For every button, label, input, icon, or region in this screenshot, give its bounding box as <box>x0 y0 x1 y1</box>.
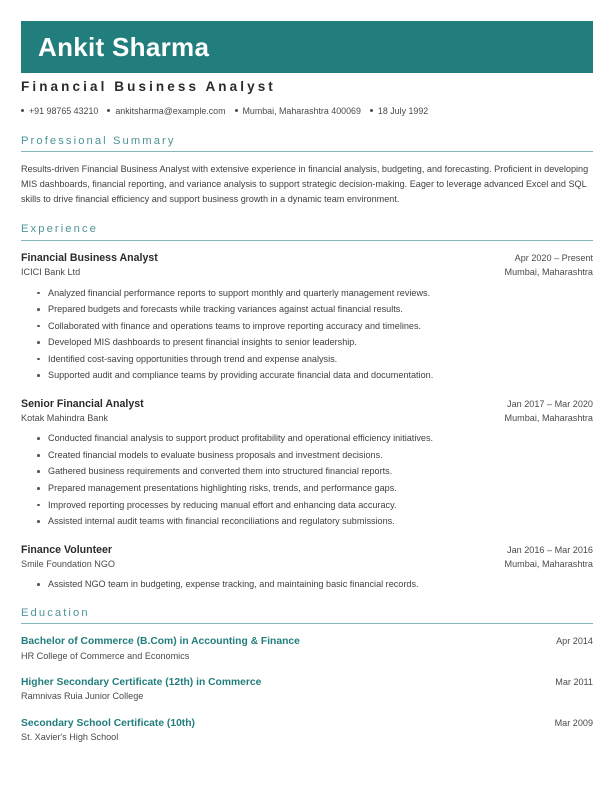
list-item: Prepared budgets and forecasts while tracking variances against actual financial results. <box>21 301 593 318</box>
experience-dates: Jan 2017 – Mar 2020 <box>507 398 593 409</box>
education-school: St. Xavier's High School <box>21 731 119 742</box>
experience-organization: Smile Foundation NGO <box>21 559 116 570</box>
education-entry-header-row <box>21 716 593 731</box>
section-experience <box>21 222 593 592</box>
contact-item-birthdate <box>361 106 428 118</box>
education-date: Apr 2014 <box>556 636 593 647</box>
experience-organization: Kotak Mahindra Bank <box>21 413 108 424</box>
experience-role: Senior Financial Analyst <box>21 397 144 410</box>
candidate-job-title: Financial Business Analyst <box>21 79 276 94</box>
experience-entry <box>21 251 593 384</box>
experience-location: Mumbai, Maharashtra <box>504 559 593 570</box>
section-title-summary: Professional Summary <box>21 134 176 147</box>
list-item: Gathered business requirements and converted them into structured financial reports. <box>21 463 593 480</box>
contact-phone-value: +91 98765 43210 <box>29 106 99 117</box>
education-date: Mar 2009 <box>554 717 593 728</box>
list-item: Created financial models to evaluate business proposals and investment decisions. <box>21 447 593 464</box>
section-professional-summary <box>21 134 593 207</box>
list-item: Assisted NGO team in budgeting, expense tracking, and maintaining basic financial records. <box>21 576 593 593</box>
section-title-experience: Experience <box>21 223 98 236</box>
list-item: Analyzed financial performance reports to support monthly and quarterly management reviews. <box>21 285 593 302</box>
section-title-education: Education <box>21 606 90 619</box>
experience-entry <box>21 543 593 593</box>
section-divider <box>21 623 593 624</box>
experience-dates: Apr 2020 – Present <box>514 253 593 264</box>
experience-entry-header-row <box>21 397 593 412</box>
contact-item-email <box>98 106 225 118</box>
candidate-name: Ankit Sharma <box>38 32 210 62</box>
experience-entry <box>21 397 593 530</box>
bullet-dot-icon <box>107 109 110 112</box>
education-school: Ramnivas Ruia Junior College <box>21 691 144 702</box>
bullet-dot-icon <box>370 109 373 112</box>
experience-entry-header-row <box>21 251 593 266</box>
resume-content <box>21 79 593 756</box>
education-entry <box>21 634 593 663</box>
section-divider <box>21 240 593 241</box>
contact-item-phone <box>21 106 98 118</box>
experience-location: Mumbai, Maharashtra <box>504 413 593 424</box>
list-item: Identified cost-saving opportunities through trend and expense analysis. <box>21 351 593 368</box>
list-item: Conducted financial analysis to support product profitability and operational efficiency initiatives. <box>21 430 593 447</box>
bullet-dot-icon <box>235 109 238 112</box>
experience-role: Financial Business Analyst <box>21 252 158 265</box>
experience-entry-sub-row <box>21 412 593 425</box>
experience-bullet-list <box>21 576 593 593</box>
experience-bullet-list <box>21 430 593 529</box>
list-item: Developed MIS dashboards to present financial insights to senior leadership. <box>21 334 593 351</box>
experience-entry-header-row <box>21 543 593 558</box>
experience-role: Finance Volunteer <box>21 543 113 556</box>
education-entry-header-row <box>21 675 593 690</box>
list-item: Assisted internal audit teams with financial reconciliations and regulatory submissions. <box>21 513 593 530</box>
list-item: Collaborated with finance and operations teams to improve reporting accuracy and timelines. <box>21 318 593 335</box>
contact-item-location <box>226 106 361 118</box>
education-degree: Secondary School Certificate (10th) <box>21 717 195 729</box>
experience-location: Mumbai, Maharashtra <box>504 267 593 278</box>
contact-location-value: Mumbai, Maharashtra 400069 <box>242 106 361 117</box>
experience-organization: ICICI Bank Ltd <box>21 267 81 278</box>
summary-text: Results-driven Financial Business Analyst with extensive experience in financial analysis, budgeting, and forecasting. Proficient in developing MIS dashboards, financial reporting, and variance analysis to support strategic decision-making. Eager to leverage advanced Excel and SQL skills to drive financial efficiency and support business growth in a dynamic team environment. <box>21 164 589 204</box>
section-education <box>21 606 593 744</box>
education-date: Mar 2011 <box>555 676 593 687</box>
education-entry <box>21 675 593 704</box>
section-divider <box>21 151 593 152</box>
list-item: Prepared management presentations highlighting risks, trends, and performance gaps. <box>21 480 593 497</box>
education-degree: Bachelor of Commerce (B.Com) in Accounting & Finance <box>21 636 300 648</box>
bullet-dot-icon <box>21 109 24 112</box>
contact-birthdate-value: 18 July 1992 <box>377 106 429 117</box>
education-entry-header-row <box>21 634 593 649</box>
experience-entry-sub-row <box>21 266 593 279</box>
experience-bullet-list <box>21 285 593 384</box>
education-entry <box>21 716 593 745</box>
experience-entry-sub-row <box>21 558 593 571</box>
list-item: Improved reporting processes by reducing manual effort and enhancing data accuracy. <box>21 497 593 514</box>
experience-dates: Jan 2016 – Mar 2016 <box>507 544 593 555</box>
education-school: HR College of Commerce and Economics <box>21 650 190 661</box>
contact-line <box>21 106 593 118</box>
contact-email-value[interactable]: ankitsharma@example.com <box>115 106 226 117</box>
education-degree: Higher Secondary Certificate (12th) in Commerce <box>21 676 262 688</box>
list-item: Supported audit and compliance teams by providing accurate financial data and documentation. <box>21 367 593 384</box>
name-header-band <box>21 21 593 73</box>
